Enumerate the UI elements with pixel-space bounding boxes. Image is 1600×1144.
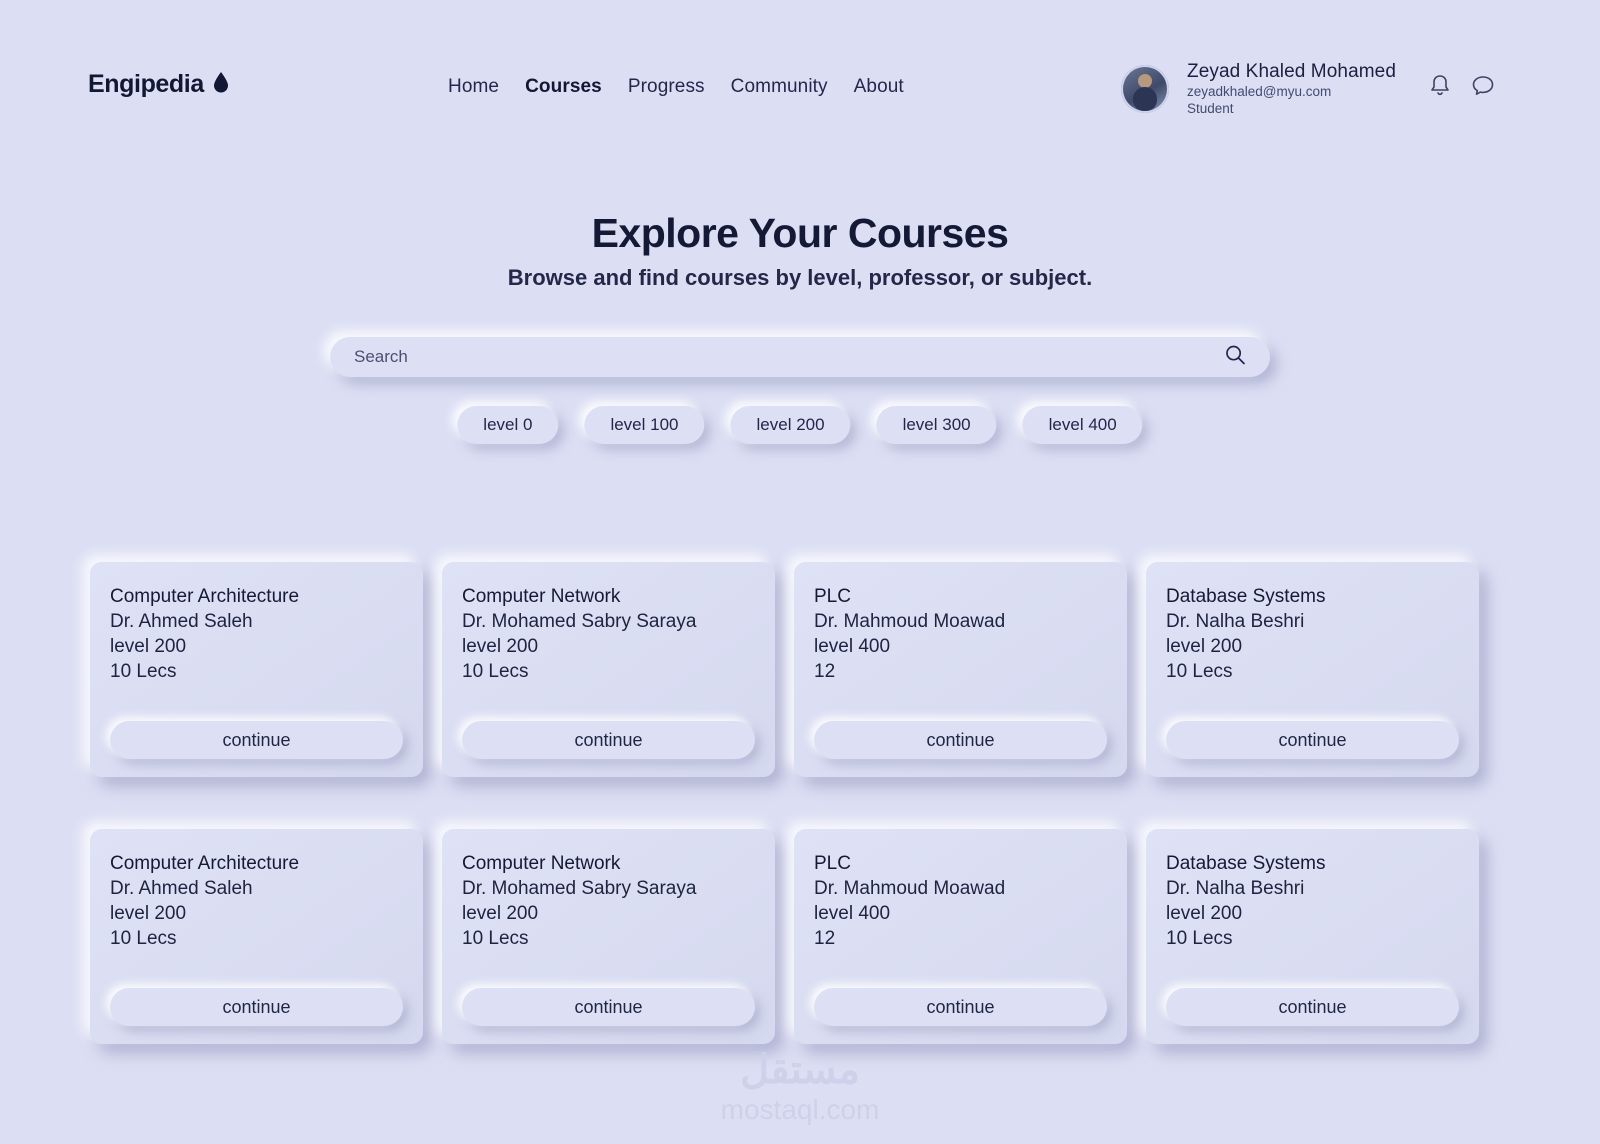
search-icon[interactable] — [1224, 344, 1246, 371]
course-professor: Dr. Mahmoud Moawad — [814, 878, 1006, 900]
brand-name: Engipedia — [88, 70, 204, 98]
course-lectures: 10 Lecs — [1166, 661, 1233, 683]
page-title: Explore Your Courses — [591, 210, 1009, 256]
bell-icon[interactable] — [1428, 73, 1452, 104]
nav-item-courses[interactable]: Courses — [525, 76, 602, 97]
course-card[interactable] — [1146, 829, 1479, 1044]
course-title: Computer Architecture — [110, 853, 300, 874]
main-nav — [448, 76, 904, 98]
course-professor: Dr. Nalha Beshri — [1166, 878, 1305, 900]
course-level: level 200 — [462, 903, 539, 925]
course-professor: Dr. Mahmoud Moawad — [814, 611, 1006, 633]
watermark — [721, 1050, 880, 1126]
course-lectures: 12 — [814, 928, 836, 950]
course-level: level 200 — [1166, 636, 1243, 658]
level-filter-chips — [457, 406, 1142, 444]
course-title: PLC — [814, 853, 851, 874]
course-level: level 200 — [110, 903, 187, 925]
search-input[interactable] — [330, 347, 1270, 367]
course-card[interactable] — [90, 562, 423, 777]
course-lectures: 10 Lecs — [462, 928, 529, 950]
chip-level-400[interactable]: level 400 — [1023, 406, 1143, 444]
nav-item-progress[interactable]: Progress — [627, 76, 705, 97]
course-card[interactable] — [442, 562, 775, 777]
course-grid — [90, 562, 1510, 1044]
continue-button[interactable]: continue — [1166, 988, 1459, 1026]
course-lectures: 12 — [814, 661, 836, 683]
chip-level-0[interactable]: level 0 — [457, 406, 558, 444]
nav-item-home[interactable]: Home — [448, 76, 500, 97]
course-level: level 200 — [462, 636, 539, 658]
continue-button[interactable]: continue — [462, 721, 755, 759]
course-lectures: 10 Lecs — [462, 661, 529, 683]
nav-item-about[interactable]: About — [853, 76, 904, 97]
page-subtitle: Browse and find courses by level, professor, or subject. — [507, 265, 1093, 290]
course-lectures: 10 Lecs — [110, 928, 177, 950]
course-professor: Dr. Ahmed Saleh — [110, 878, 253, 900]
watermark-latin: mostaql.com — [720, 1094, 880, 1125]
water-drop-icon — [212, 71, 230, 98]
continue-button[interactable]: continue — [110, 721, 403, 759]
course-card[interactable] — [794, 562, 1127, 777]
course-level: level 400 — [814, 636, 891, 658]
chat-bubble-icon[interactable] — [1470, 73, 1496, 104]
search-box[interactable] — [330, 337, 1270, 377]
user-role: Student — [1186, 100, 1234, 116]
app-header — [0, 0, 1600, 140]
course-title: PLC — [814, 586, 851, 607]
continue-button[interactable]: continue — [814, 721, 1107, 759]
continue-button[interactable]: continue — [1166, 721, 1459, 759]
user-name: Zeyad Khaled Mohamed — [1186, 61, 1396, 82]
course-title: Computer Network — [462, 853, 621, 874]
course-title: Computer Network — [462, 586, 621, 607]
course-level: level 400 — [814, 903, 891, 925]
course-professor: Dr. Mohamed Sabry Saraya — [462, 878, 697, 900]
search-section — [330, 337, 1270, 377]
nav-item-community[interactable]: Community — [730, 76, 828, 97]
brand-logo[interactable] — [88, 70, 230, 99]
hero-section — [0, 210, 1600, 291]
chip-level-300[interactable]: level 300 — [877, 406, 997, 444]
course-card[interactable] — [90, 829, 423, 1044]
chip-level-100[interactable]: level 100 — [584, 406, 704, 444]
continue-button[interactable]: continue — [110, 988, 403, 1026]
course-title: Database Systems — [1166, 853, 1326, 874]
course-card[interactable] — [1146, 562, 1479, 777]
continue-button[interactable]: continue — [814, 988, 1107, 1026]
course-title: Computer Architecture — [110, 586, 300, 607]
course-professor: Dr. Nalha Beshri — [1166, 611, 1305, 633]
course-lectures: 10 Lecs — [110, 661, 177, 683]
watermark-arabic: مستقل — [740, 1048, 860, 1092]
course-level: level 200 — [110, 636, 187, 658]
course-title: Database Systems — [1166, 586, 1326, 607]
course-card[interactable] — [442, 829, 775, 1044]
course-professor: Dr. Ahmed Saleh — [110, 611, 253, 633]
continue-button[interactable]: continue — [462, 988, 755, 1026]
course-lectures: 10 Lecs — [1166, 928, 1233, 950]
chip-level-200[interactable]: level 200 — [731, 406, 851, 444]
course-card[interactable] — [794, 829, 1127, 1044]
header-icons — [1428, 73, 1496, 104]
user-info — [1187, 60, 1396, 118]
course-professor: Dr. Mohamed Sabry Saraya — [462, 611, 697, 633]
avatar[interactable] — [1121, 65, 1169, 113]
course-level: level 200 — [1166, 903, 1243, 925]
user-area — [1121, 60, 1496, 118]
user-email: zeyadkhaled@myu.com — [1186, 83, 1332, 99]
